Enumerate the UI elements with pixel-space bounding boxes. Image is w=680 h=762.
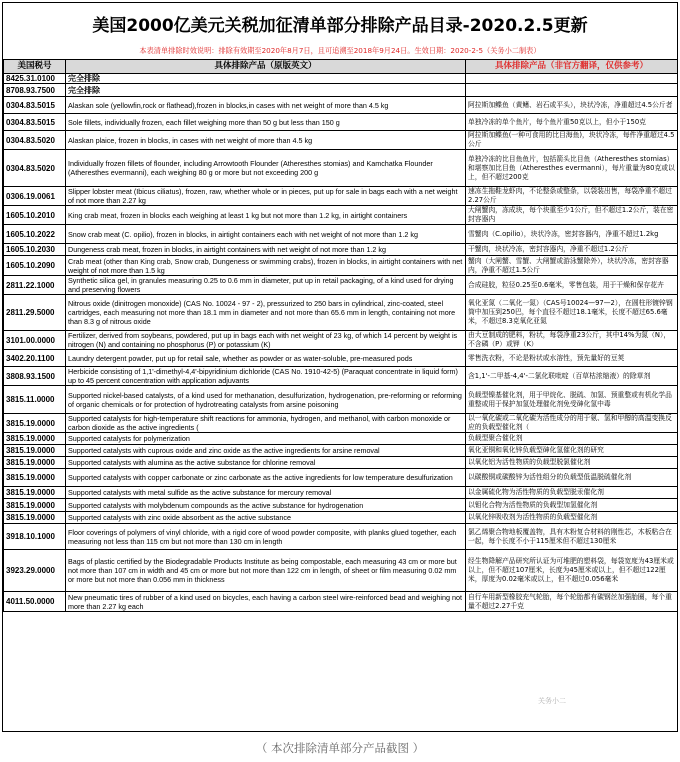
hts-code-cell: 3808.93.1500 bbox=[4, 367, 66, 386]
product-en-cell: Supported catalysts with alumina as the active substance for chlorine removal bbox=[66, 457, 466, 469]
product-en-cell: King crab meat, frozen in blocks each weighing at least 1 kg but not more than 1.2 kg, in airtight containers bbox=[66, 206, 466, 225]
hts-code-cell: 3815.19.0000 bbox=[4, 433, 66, 445]
hts-code-cell: 4011.50.0000 bbox=[4, 592, 66, 612]
product-en-cell: 完全排除 bbox=[66, 84, 466, 97]
table-row bbox=[4, 114, 678, 131]
hts-code-cell: 1605.10.2090 bbox=[4, 256, 66, 276]
hts-code-cell: 3101.00.0000 bbox=[4, 331, 66, 350]
watermark-text: 关务小二 bbox=[538, 697, 566, 705]
table-row bbox=[4, 367, 678, 386]
product-en-cell: Supported catalysts with zinc oxide absorbent as the active substance bbox=[66, 512, 466, 524]
table-row bbox=[4, 97, 678, 114]
table-row bbox=[4, 487, 678, 499]
table-row bbox=[4, 445, 678, 457]
product-cn-cell: 氧化亚铜和氧化锌负载型砷化氢催化剂的研究 bbox=[466, 445, 678, 457]
product-cn-cell: 负载型聚合催化剂 bbox=[466, 433, 678, 445]
hts-code-cell: 2811.29.5000 bbox=[4, 295, 66, 331]
product-en-cell: Nitrous oxide (dinitrogen monoxide) (CAS No. 10024 - 97 - 2), pressurized to 250 bars in cylindrical, zinc-coated, steel cartridges, each measuring not more than 18.1 mm in diameter and not more than 65.6 mm in length, containing not more than 8.3 g of nitrous oxide bbox=[66, 295, 466, 331]
hts-code-cell: 3815.19.0000 bbox=[4, 499, 66, 512]
table-row bbox=[4, 414, 678, 433]
product-cn-cell: 以一氧化碳或二氧化碳为活性成分的用于氨、氢和甲醇的高温变换反应的负载型催化剂（ bbox=[466, 414, 678, 433]
product-en-cell: Sole fillets, individually frozen, each fillet weighing more than 50 g but less than 150 g bbox=[66, 114, 466, 131]
product-cn-cell: 以金属硫化物为活性物质的负载型脱汞催化剂 bbox=[466, 487, 678, 499]
hts-code-cell: 3918.10.1000 bbox=[4, 524, 66, 550]
table-row bbox=[4, 295, 678, 331]
header-product-cn: 具体排除产品（非官方翻译，仅供参考） bbox=[466, 60, 678, 74]
table-header-row bbox=[4, 60, 678, 74]
product-en-cell: Bags of plastic certified by the Biodegradable Products Institute as being compostable, each measuring 43 cm or more but not more than 107 cm in width and 45 cm or more but not more than 122 cm in length, of sheet or film measuring 0.02 mm or more but not more than 0.056 mm in thickness bbox=[66, 550, 466, 592]
hts-code-cell: 0304.83.5015 bbox=[4, 114, 66, 131]
product-cn-cell: 零售洗衣粉，不论是粉状或水溶性，预先量好的豆荚 bbox=[466, 350, 678, 367]
table-frame bbox=[2, 2, 678, 732]
hts-code-cell: 0304.83.5015 bbox=[4, 97, 66, 114]
product-cn-cell: 氯乙烯聚合物地板覆盖物，具有木粉复合材料的刚性芯，木板粘合在一起，每个长度不小于115厘米但不超过130厘米 bbox=[466, 524, 678, 550]
hts-code-cell: 3815.19.0000 bbox=[4, 469, 66, 487]
header-hts-code: 美国税号 bbox=[4, 60, 66, 74]
product-en-cell: 完全排除 bbox=[66, 74, 466, 84]
hts-code-cell: 1605.10.2030 bbox=[4, 244, 66, 256]
product-en-cell: New pneumatic tires of rubber of a kind used on bicycles, each having a carbon steel wire-reinforced bead and weighing not more than 2.27 kg each bbox=[66, 592, 466, 612]
product-en-cell: Supported catalysts for polymerization bbox=[66, 433, 466, 445]
hts-code-cell: 0304.83.5020 bbox=[4, 131, 66, 150]
table-row bbox=[4, 150, 678, 187]
table-row bbox=[4, 512, 678, 524]
product-en-cell: Floor coverings of polymers of vinyl chloride, with a rigid core of wood powder composite, with planks glued together, each measuring not less than 115 cm but not more than 130 cm in length bbox=[66, 524, 466, 550]
product-en-cell: Supported nickel-based catalysts, of a kind used for methanation, desulfurization, hydrogenation, pre-reforming or reforming of organic chemicals or for protection of hydrotreating catalysts from arsine poisoning bbox=[66, 386, 466, 414]
hts-code-cell: 8425.31.0100 bbox=[4, 74, 66, 84]
table-row bbox=[4, 74, 678, 84]
product-cn-cell: 阿拉斯加鲽鱼(一种可食用的比目海鱼)，块状冷冻，每件净重超过4.5公斤 bbox=[466, 131, 678, 150]
product-cn-cell: 以氧化锌吸收剂为活性物质的负载型催化剂 bbox=[466, 512, 678, 524]
table-row bbox=[4, 276, 678, 295]
hts-code-cell: 3815.11.0000 bbox=[4, 386, 66, 414]
header-product-en: 具体排除产品（原版英文） bbox=[66, 60, 466, 74]
product-cn-cell: 干蟹肉，块状冷冻，密封容器内，净重不超过1.2公斤 bbox=[466, 244, 678, 256]
product-cn-cell: 以钼化合物为活性物质的负载型加氢催化剂 bbox=[466, 499, 678, 512]
hts-code-cell: 1605.10.2022 bbox=[4, 225, 66, 244]
product-cn-cell: 自行车用新型橡胶充气轮胎，每个轮胎都有碳钢丝加强胎圈，每个重量不超过2.27千克 bbox=[466, 592, 678, 612]
hts-code-cell: 0306.19.0061 bbox=[4, 187, 66, 206]
product-cn-cell: 以氧化铝为活性物质的负载型脱氯催化剂 bbox=[466, 457, 678, 469]
table-row bbox=[4, 524, 678, 550]
product-cn-cell: 负载型镍基催化剂，用于甲烷化、脱硫、加氢、预重整或有机化学品重整或用于保护加氢处理催化剂免受砷化氢中毒 bbox=[466, 386, 678, 414]
product-en-cell: Alaskan sole (yellowfin,rock or flathead),frozen in blocks,in cases with net weight of more than 4.5 kg bbox=[66, 97, 466, 114]
product-en-cell: Herbicide consisting of 1,1'-dimethyl-4,4'-bipyridinium dichloride (CAS No. 1910-42-5) (Paraquat concentrate in liquid form) up to 45 percent concentration with application adjuvants bbox=[66, 367, 466, 386]
table-row bbox=[4, 187, 678, 206]
product-en-cell: Supported catalysts with molybdenum compounds as the active substance for hydrogenation bbox=[66, 499, 466, 512]
hts-code-cell: 2811.22.1000 bbox=[4, 276, 66, 295]
product-en-cell: Individually frozen fillets of flounder, including Arrowtooth Flounder (Atheresthes stomias) and Kamchatka Flounder (Atheresthes evermanni), each weighing 80 g or more but not exceeding 200 g bbox=[66, 150, 466, 187]
product-en-cell: Crab meat (other than King crab, Snow crab, Dungeness or swimming crabs), frozen in blocks, in airtight containers with net weight of not more than 1.5 kg bbox=[66, 256, 466, 276]
product-cn-cell: 经生物降解产品研究所认证为可堆肥的塑料袋，每袋宽度为43厘米或以上，但不超过107厘米，长度为45厘米或以上，但不超过122厘米，厚度为0.02毫米或以上，但不超过0.056毫米 bbox=[466, 550, 678, 592]
table-row bbox=[4, 256, 678, 276]
document-title: 美国2000亿美元关税加征清单部分排除产品目录-2020.2.5更新 bbox=[92, 15, 588, 36]
table-row bbox=[4, 469, 678, 487]
product-cn-cell: 以碳酸铜或碳酸锌为活性组分的负载型低温脱硫催化剂 bbox=[466, 469, 678, 487]
hts-code-cell: 3815.19.0000 bbox=[4, 487, 66, 499]
table-row bbox=[4, 499, 678, 512]
product-cn-cell: 单独冷冻的单个鱼片，每个鱼片重50克以上，但小于150克 bbox=[466, 114, 678, 131]
table-row bbox=[4, 592, 678, 612]
product-en-cell: Supported catalysts with metal sulfide as the active substance for mercury removal bbox=[66, 487, 466, 499]
table-row bbox=[4, 457, 678, 469]
product-cn-cell: 含1,1'-二甲基-4,4'-二氯化联吡啶（百草枯浓缩液）的除草剂 bbox=[466, 367, 678, 386]
table-row bbox=[4, 331, 678, 350]
product-en-cell: Snow crab meat (C. opilio), frozen in blocks, in airtight containers each with net weight of not more than 1.2 kg bbox=[66, 225, 466, 244]
product-en-cell: Laundry detergent powder, put up for retail sale, whether as powder or as water-soluble, pre-measured pods bbox=[66, 350, 466, 367]
product-cn-cell: 阿拉斯加鲽鱼（黄鳍、岩石或平头），块状冷冻，净重超过4.5公斤者 bbox=[466, 97, 678, 114]
product-cn-cell: 氧化亚氮（二氧化一氮）（CAS号10024—97—2），在圆柱形镀锌钢筒中加压到250巴，每个直径不超过18.1毫米，长度不超过65.6毫米，不超过8.3克氧化亚氮 bbox=[466, 295, 678, 331]
product-en-cell: Fertilizer, derived from soybeans, powdered, put up in bags each with net weight of 23 kg, of which 14 percent by weight is nitrogen (N) and containing no phosphorus (P) or potassium (K) bbox=[66, 331, 466, 350]
hts-code-cell: 1605.10.2010 bbox=[4, 206, 66, 225]
table-row bbox=[4, 433, 678, 445]
exclusion-table bbox=[3, 59, 678, 612]
product-cn-cell: 合成硅胶，粒径0.25至0.6毫米，零售包装，用于干燥和保存花卉 bbox=[466, 276, 678, 295]
hts-code-cell: 3402.20.1100 bbox=[4, 350, 66, 367]
product-en-cell: Slipper lobster meat (Ibicus ciliatus), frozen, raw, whether whole or in pieces, put up for sale in bags each with a net weight of not more than 2.27 kg bbox=[66, 187, 466, 206]
product-cn-cell: 蟹肉（大闸蟹、雪蟹、大闸蟹或游泳蟹除外），块状冷冻，密封容器内，净重不超过1.5公斤 bbox=[466, 256, 678, 276]
product-en-cell: Alaskan plaice, frozen in blocks, in cases with net weight of more than 4.5 kg bbox=[66, 131, 466, 150]
hts-code-cell: 0304.83.5020 bbox=[4, 150, 66, 187]
table-row bbox=[4, 84, 678, 97]
product-en-cell: Supported catalysts with cuprous oxide and zinc oxide as the active ingredients for arsine removal bbox=[66, 445, 466, 457]
product-en-cell: Dungeness crab meat, frozen in blocks, in airtight containers with net weight of not more than 1.2 kg bbox=[66, 244, 466, 256]
validity-note: 本表清单排除时效说明：排除有效期至2020年8月7日，且可追溯至2018年9月24日。生效日期：2020-2-5（关务小二制表） bbox=[139, 46, 541, 55]
product-en-cell: Supported catalysts with copper carbonate or zinc carbonate as the active ingredients for low temperature desulfurization bbox=[66, 469, 466, 487]
hts-code-cell: 3923.29.0000 bbox=[4, 550, 66, 592]
product-en-cell: Synthetic silica gel, in granules measuring 0.25 to 0.6 mm in diameter, put up in retail packaging, of a kind used for drying and preserving flowers bbox=[66, 276, 466, 295]
hts-code-cell: 3815.19.0000 bbox=[4, 414, 66, 433]
table-row bbox=[4, 131, 678, 150]
hts-code-cell: 3815.19.0000 bbox=[4, 445, 66, 457]
product-cn-cell bbox=[466, 74, 678, 84]
product-cn-cell: 雪蟹肉（C.opilio），块状冷冻，密封容器内，净重不超过1.2kg bbox=[466, 225, 678, 244]
table-row bbox=[4, 350, 678, 367]
table-row bbox=[4, 386, 678, 414]
table-row bbox=[4, 225, 678, 244]
image-caption: （ 本次排除清单部分产品截图 ） bbox=[255, 741, 425, 755]
hts-code-cell: 8708.93.7500 bbox=[4, 84, 66, 97]
product-cn-cell: 单独冷冻的比目鱼鱼片，包括箭头比目鱼（Atheresthes stomias）和堪察加比目鱼（Atheresthes evermanni），每片重量为80克或以上，但不超过200克 bbox=[466, 150, 678, 187]
table-row bbox=[4, 244, 678, 256]
product-cn-cell: 速冻生拖鞋龙虾肉，不论整条或整条，以袋装出售，每袋净重不超过2.27公斤 bbox=[466, 187, 678, 206]
table-row bbox=[4, 206, 678, 225]
product-cn-cell: 由大豆制成的肥料，粉状，每袋净重23公斤，其中14%为氮（N），不含磷（P）或钾（K） bbox=[466, 331, 678, 350]
hts-code-cell: 3815.19.0000 bbox=[4, 512, 66, 524]
product-cn-cell bbox=[466, 84, 678, 97]
hts-code-cell: 3815.19.0000 bbox=[4, 457, 66, 469]
table-row bbox=[4, 550, 678, 592]
product-cn-cell: 大闸蟹肉，冻成块，每个块重至少1公斤，但不超过1.2公斤，装在密封容器内 bbox=[466, 206, 678, 225]
product-en-cell: Supported catalysts for high-temperature shift reactions for ammonia, hydrogen, and methanol, with carbon monoxide or carbon dioxide as the active ingredients ( bbox=[66, 414, 466, 433]
